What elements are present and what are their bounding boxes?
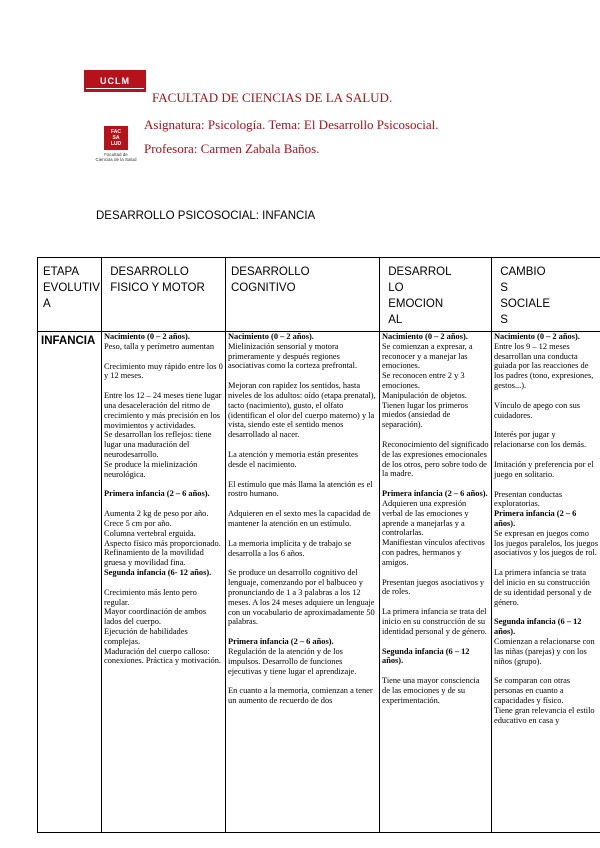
section-heading: Primera infancia (2 – 6 años). xyxy=(382,489,488,499)
list-item: Crecimiento muy rápido entre los 0 y 12 meses. xyxy=(104,361,223,381)
table-header-row xyxy=(38,258,600,332)
section-heading: Primera infancia (2 – 6 años). xyxy=(104,489,210,499)
list-item: Manipulación de objetos. xyxy=(382,390,467,400)
section-heading: Nacimiento (0 – 2 años). xyxy=(382,332,468,341)
list-item: Adquieren una expresión verbal de las emociones y aprende a manejarlas y a controlarlas. xyxy=(382,498,469,538)
list-item: El estímulo que más llama la atención es el rostro humano. xyxy=(228,479,373,499)
list-item: Mejoran con rapidez los sentidos, hasta niveles de los adultos: oído (etapa prenatal), tacto (nacimiento), gusto, el olfato (identifican el olor del cuerpo materno) y la vista, siendo este el sentido menos desarrollado al nacer. xyxy=(228,381,376,440)
section-heading: Segunda infancia (6 – 12 años). xyxy=(382,646,470,666)
section-heading: Segunda infancia (6- 12 años). xyxy=(104,567,212,577)
list-item: La primera infancia se trata del inicio en su construcción de su identidad personal y de género. xyxy=(494,568,592,607)
list-item: Mayor coordinación de ambos lados del cuerpo. xyxy=(104,607,207,627)
table-row xyxy=(38,332,600,833)
list-item: Interés por jugar y relacionarse con los demás. xyxy=(494,430,587,450)
list-item: Adquieren en el sexto mes la capacidad de mantener la atención en un estímulo. xyxy=(228,509,371,528)
list-item: Presentan juegos asociativos y de roles. xyxy=(382,577,485,597)
section-heading: Nacimiento (0 – 2 años). xyxy=(228,332,314,341)
list-item: Se produce un desarrollo cognitivo del lenguaje, comenzando por el balbuceo y pronunciando de 1 a 3 palabras a los 12 meses. A los 24 meses adquiere un lenguaje con un vocabulario de aproximadamente 50 palabras. xyxy=(228,568,375,627)
list-item: En cuanto a la memoria, comienzan a tener un aumento de recuerdo de dos xyxy=(228,686,373,706)
section-heading: Segunda infancia (6 – 12 años). xyxy=(494,617,582,637)
list-item: Reconocimiento del significado de las expresiones emocionales de los otros, pero sobre todo de la madre. xyxy=(382,439,489,479)
list-item: Tiene gran relevancia el estilo educativo en casa y xyxy=(494,705,595,725)
professor-line: Profesora: Carmen Zabala Baños. xyxy=(144,141,320,156)
list-item: Tienen lugar los primeros miedos (ansiedad de separación). xyxy=(382,400,468,430)
subject-line: Asignatura: Psicología. Tema: El Desarrollo Psicosocial. xyxy=(144,117,439,132)
list-item: Se comienzan a expresar, a reconocer y a manejar las emociones. xyxy=(382,341,473,371)
list-item: Crecimiento más lento pero regular. xyxy=(104,587,197,607)
uclm-logo xyxy=(84,70,146,92)
list-item: Ejecución de habilidades complejas. xyxy=(104,626,188,646)
section-heading: Primera infancia (2 – 6 años). xyxy=(228,637,334,647)
list-item: Manifiestan vínculos afectivos con padres, hermanos y amigos. xyxy=(382,538,485,567)
header-emocional: DESARROL LO EMOCION AL xyxy=(380,258,492,332)
section-heading: Primera infancia (2 – 6 años). xyxy=(494,509,577,528)
header-fisico: DESARROLLO FISICO Y MOTOR xyxy=(102,258,226,332)
list-item: Mielinización sensorial y motora primeramente y después regiones asociativas como la corteza prefrontal. xyxy=(228,341,358,371)
list-item: Se reconocen entre 2 y 3 emociones. xyxy=(382,371,465,390)
faculty-logo-caption: Facultad de Ciencias de la Salud xyxy=(95,152,137,162)
list-item: Se comparan con otras personas en cuanto a capacidades y físico. xyxy=(494,676,571,705)
list-item: Vínculo de apego con sus cuidadores. xyxy=(494,400,581,420)
cell-emocional xyxy=(380,332,492,833)
development-table xyxy=(37,257,600,833)
list-item: Aspecto físico más proporcionado. xyxy=(104,538,221,548)
uclm-logo-text: UCLM xyxy=(100,76,130,86)
header-cognitivo: DESARROLLO COGNITIVO xyxy=(226,258,380,332)
list-item: Tiene una mayor consciencia de las emociones y de su experimentación. xyxy=(382,676,480,705)
list-item: Entre los 9 – 12 meses desarrollan una conducta guiada por las reacciones de los padres (tono, expresiones, gestos...). xyxy=(494,341,594,390)
cell-fisico xyxy=(102,332,226,833)
list-item: Se desarrollan los reflejos: tiene lugar una maduración del neurodesarrollo. xyxy=(104,430,212,459)
list-item: Se expresan en juegos como los juegos paralelos, los juegos asociativos y los juegos de rol. xyxy=(494,528,598,558)
list-item: Comienzan a relacionarse con las niñas (parejas) y con los niños (grupo). xyxy=(494,636,595,666)
document-title: DESARROLLO PSICOSOCIAL: INFANCIA xyxy=(96,210,316,222)
list-item: Entre los 12 – 24 meses tiene lugar una desaceleración del ritmo de crecimiento y más precisión en los movimientos y actividades. xyxy=(104,391,222,430)
faculty-badge-logo: FAC SA LUD xyxy=(104,126,128,150)
list-item: La atención y memoria están presentes desde el nacimiento. xyxy=(228,449,358,469)
list-item: Regulación de la atención y de los impulsos. Desarrollo de funciones ejecutivas y tiene lugar el aprendizaje. xyxy=(228,646,357,676)
cell-cognitivo xyxy=(226,332,380,833)
section-heading: Nacimiento (0 – 2 años). xyxy=(494,332,580,341)
header-etapa: ETAPA EVOLUTIV A xyxy=(38,258,102,332)
list-item: Refinamiento de la movilidad gruesa y movilidad fina. xyxy=(104,548,204,568)
list-item: Presentan conductas exploratorias. xyxy=(494,489,563,509)
header-social: CAMBIO S SOCIALE S xyxy=(492,258,600,332)
list-item: Aumenta 2 kg de peso por año. xyxy=(104,509,209,519)
list-item: La memoria implícita y de trabajo se desarrolla a los 6 años. xyxy=(228,538,352,558)
faculty-heading: FACULTAD DE CIENCIAS DE LA SALUD. xyxy=(152,90,393,105)
cell-social xyxy=(492,332,600,833)
list-item: Crece 5 cm por año. xyxy=(104,518,172,528)
list-item: Peso, talla y perímetro aumentan xyxy=(104,341,215,351)
section-heading: Nacimiento (0 – 2 años). xyxy=(104,332,190,341)
list-item: Se produce la mielinización neurológica. xyxy=(104,459,198,479)
list-item: Columna vertebral erguida. xyxy=(104,528,196,538)
list-item: Maduración del cuerpo calloso: conexiones. Práctica y motivación. xyxy=(104,646,221,666)
stage-label: INFANCIA xyxy=(38,332,102,833)
list-item: Imitación y preferencia por el juego en solitario. xyxy=(494,459,594,479)
list-item: La primera infancia se trata del inicio en su construcción de su identidad personal y de género. xyxy=(382,607,487,636)
